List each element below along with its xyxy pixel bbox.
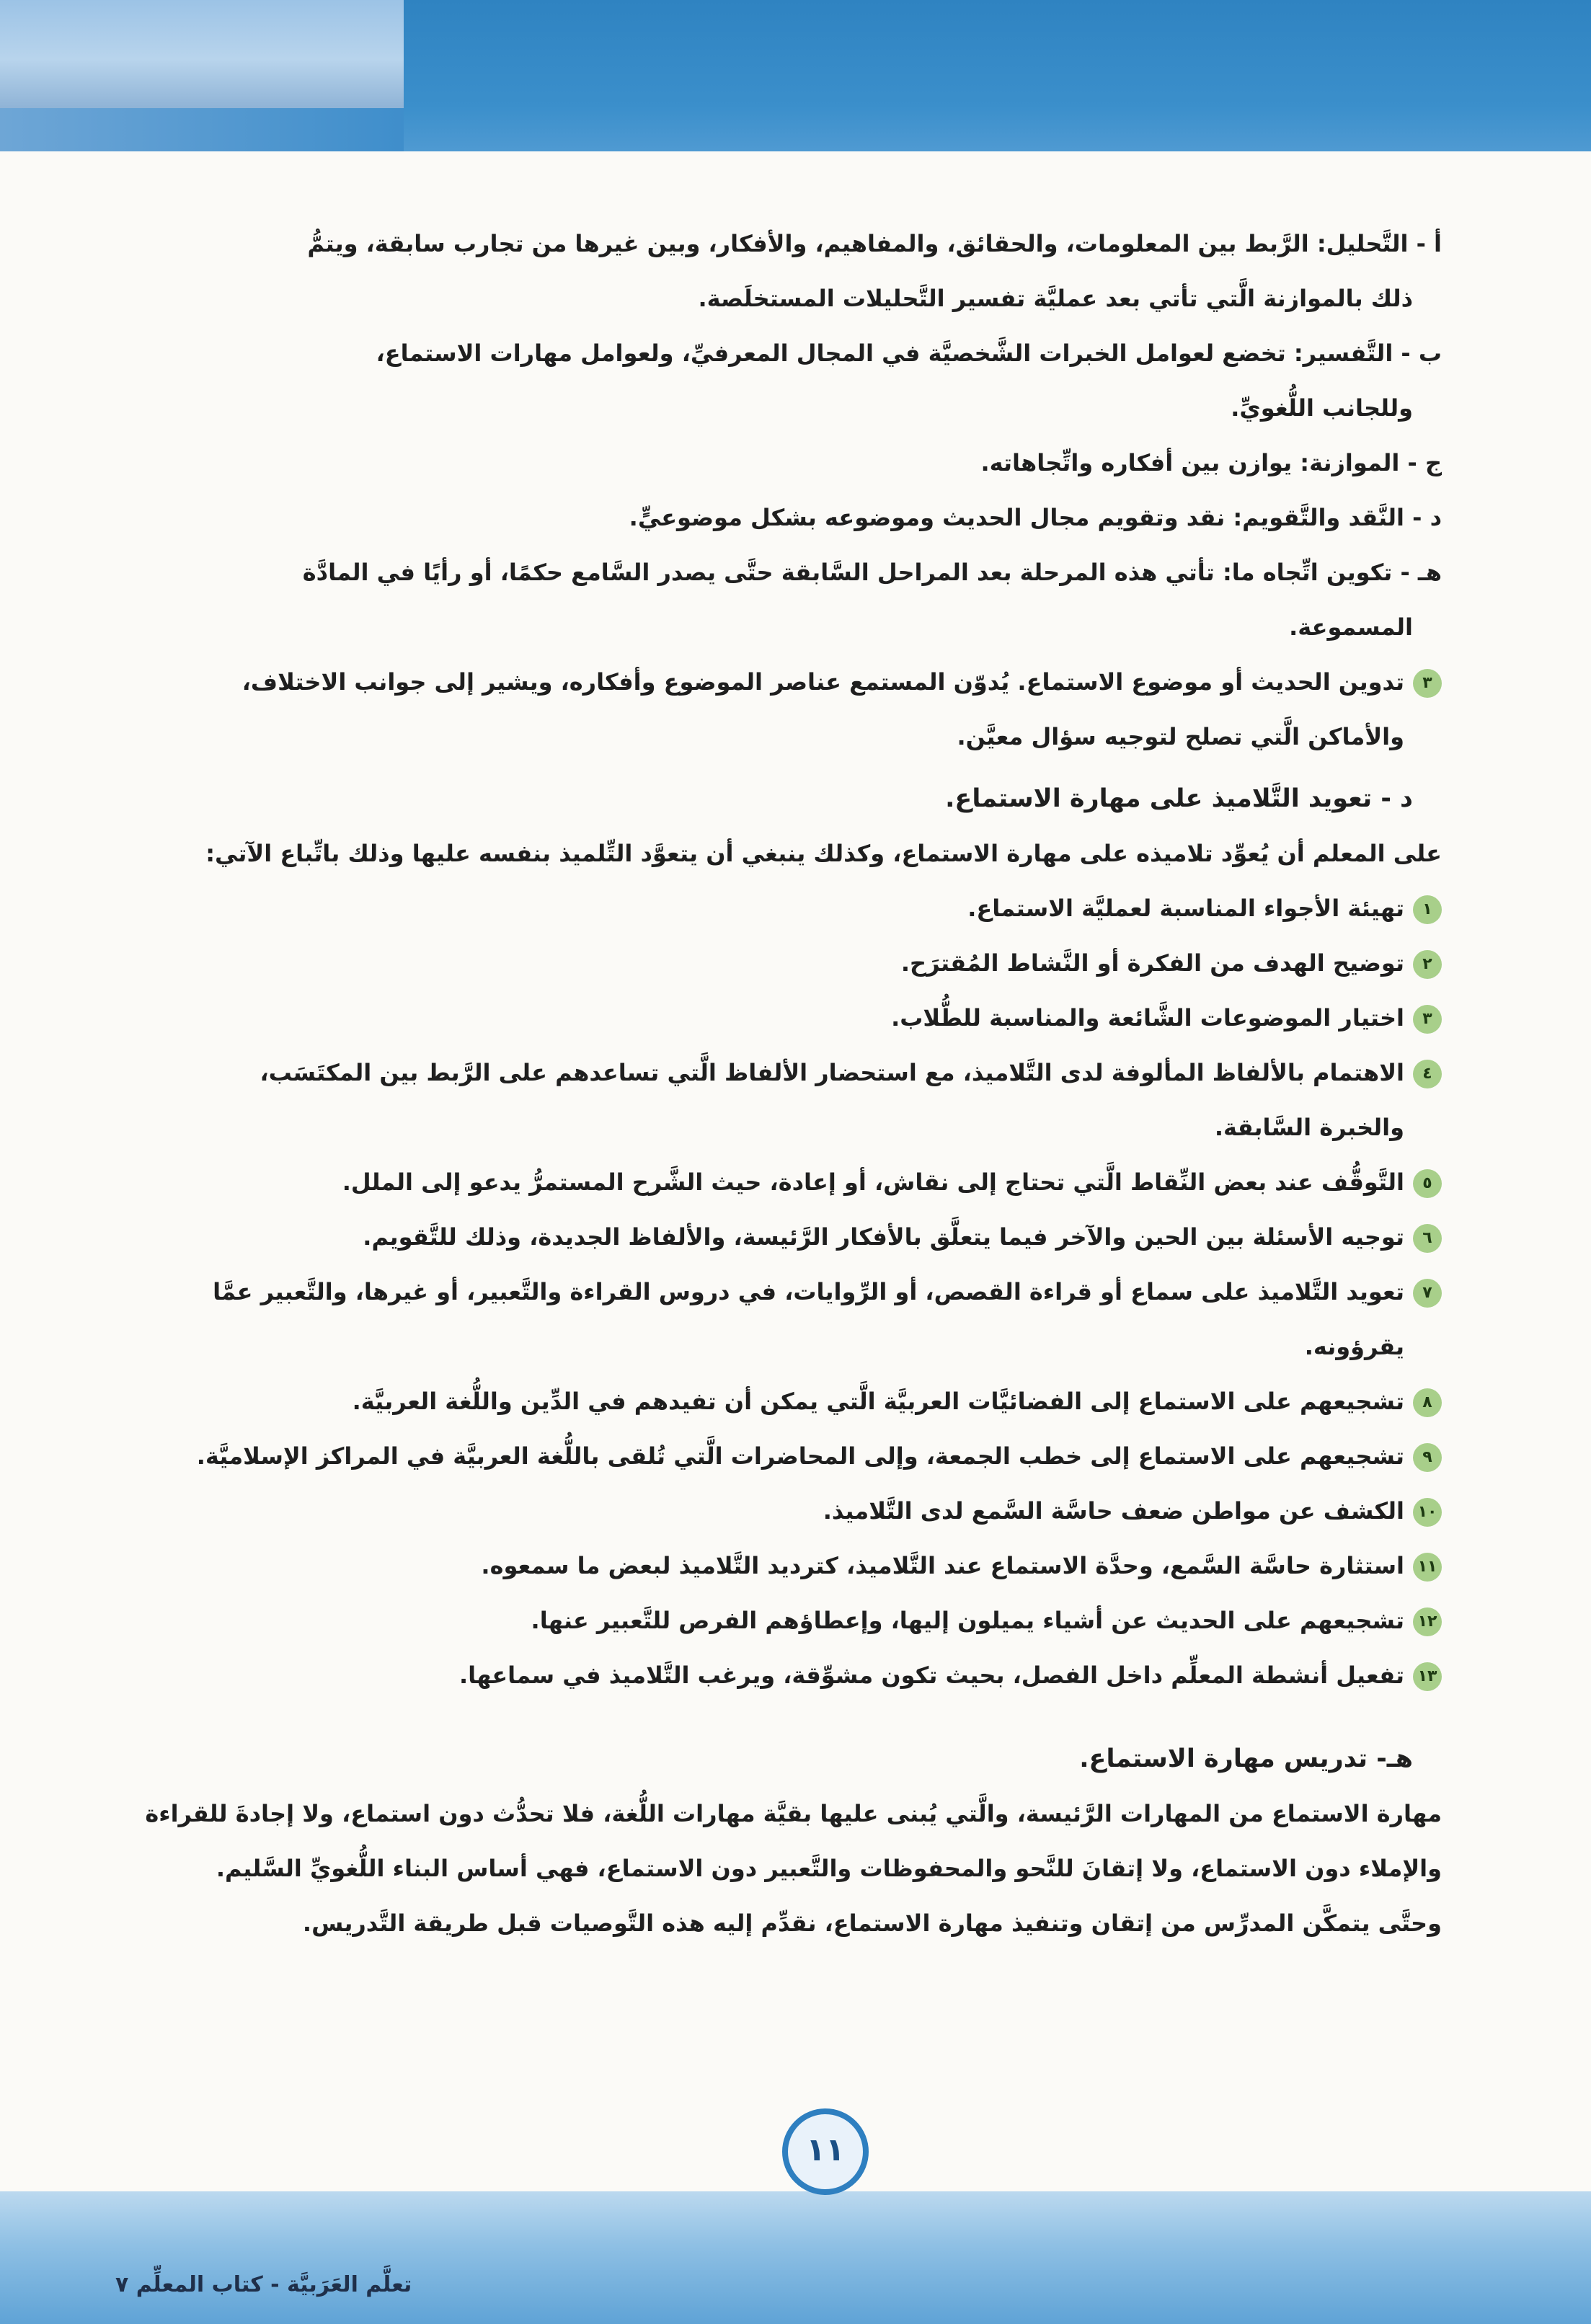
paragraph-a-line1: أ - التَّحليل: الرَّبط بين المعلومات، والحقائق، والمفاهيم، والأفكار، وبين غيرها من تجارب سابقة، ويتمُّ xyxy=(307,230,1442,257)
page-content xyxy=(108,216,1442,1951)
number-badge: ٥ xyxy=(1413,1169,1442,1198)
number-badge: ٣ xyxy=(1413,1005,1442,1034)
list-item xyxy=(108,1429,1442,1483)
number-badge: ١٠ xyxy=(1413,1498,1442,1527)
number-badge: ١٣ xyxy=(1413,1662,1442,1691)
list-item xyxy=(108,936,1442,990)
header-shade xyxy=(0,108,404,151)
number-badge: ٣ xyxy=(1413,669,1442,698)
number-badge: ٦ xyxy=(1413,1224,1442,1253)
list-item xyxy=(108,990,1442,1045)
number-badge: ٧ xyxy=(1413,1279,1442,1308)
number-badge: ٢ xyxy=(1413,950,1442,979)
number-badge: ١ xyxy=(1413,895,1442,924)
paragraph-a-line2: ذلك بالموازنة الَّتي تأتي بعد عمليَّة تفسير التَّحليلات المستخلَصة. xyxy=(698,285,1413,312)
section-d-list xyxy=(108,881,1442,1703)
number-badge: ٤ xyxy=(1413,1060,1442,1088)
number-badge: ١٢ xyxy=(1413,1607,1442,1636)
section-d-intro: على المعلم أن يُعوِّد تلاميذه على مهارة الاستماع، وكذلك ينبغي أن يتعوَّد التِّلميذ بنفسه عليها وذلك باتِّباع الآتي: xyxy=(205,840,1442,867)
header-photo xyxy=(0,0,404,108)
section-d-title: د - تعويد التَّلاميذ على مهارة الاستماع. xyxy=(945,784,1413,813)
section-h-title: هـ- تدريس مهارة الاستماع. xyxy=(1079,1744,1413,1773)
list-item-text: الكشف عن مواطن ضعف حاسَّة السَّمع لدى التَّلاميذ. xyxy=(823,1497,1404,1525)
list-item-text: التَّوقُّف عند بعض النِّقاط الَّتي تحتاج إلى نقاش، أو إعادة، حيث الشَّرح المستمرُّ يدعو إلى الملل. xyxy=(342,1168,1404,1196)
section-h-line2: والإملاء دون الاستماع، ولا إتقانَ للنَّحو والمحفوظات والتَّعبير دون الاستماع، فهي أساس البناء اللُّغويِّ السَّليم. xyxy=(216,1855,1442,1882)
list-item-text: تدوين الحديث أو موضوع الاستماع. يُدوّن المستمع عناصر الموضوع وأفكاره، ويشير إلى جوانب الاختلاف، xyxy=(241,668,1404,696)
section-h-line1: مهارة الاستماع من المهارات الرَّئيسة، والَّتي يُبنى عليها بقيَّة مهارات اللُّغة، فلا تحدُّث دون استماع، ولا إجادةَ للقراءة xyxy=(145,1800,1442,1827)
list-item-text: توضيح الهدف من الفكرة أو النَّشاط المُقترَح. xyxy=(900,949,1404,977)
list-item xyxy=(108,1648,1442,1703)
list-item-3 xyxy=(108,655,1442,709)
list-item-text: تعويد التَّلاميذ على سماع أو قراءة القصص، أو الرِّوايات، في دروس القراءة والتَّعبير، أو غيرها، والتَّعبير عمَّا xyxy=(213,1278,1404,1305)
list-item-text: تشجيعهم على الاستماع إلى الفضائيَّات العربيَّة الَّتي يمكن أن تفيدهم في الدِّين واللُّغة العربيَّة. xyxy=(352,1388,1404,1415)
list-item xyxy=(108,1593,1442,1648)
bottom-decorative-band xyxy=(0,2191,1591,2324)
list-item-3-continuation: والأماكن الَّتي تصلح لتوجيه سؤال معيَّن. xyxy=(957,723,1404,750)
number-badge: ١١ xyxy=(1413,1553,1442,1582)
list-item xyxy=(108,1045,1442,1100)
paragraph-c: ج - الموازنة: يوازن بين أفكاره واتِّجاهاته. xyxy=(980,449,1442,476)
paragraph-h-line2: المسموعة. xyxy=(1289,613,1413,641)
paragraph-b-line2: وللجانب اللُّغويِّ. xyxy=(1231,394,1413,422)
list-item-text: تشجيعهم على الحديث عن أشياء يميلون إليها، وإعطاؤهم الفرص للتَّعبير عنها. xyxy=(531,1607,1404,1634)
list-item xyxy=(108,1210,1442,1264)
section-h-line3: وحتَّى يتمكَّن المدرِّس من إتقان وتنفيذ مهارة الاستماع، نقدِّم إليه هذه التَّوصيات قبل طريقة التَّدريس. xyxy=(302,1910,1442,1937)
list-item-text: الاهتمام بالألفاظ المألوفة لدى التَّلاميذ، مع استحضار الألفاظ الَّتي تساعدهم على الرَّبط بين المكتَسَب، xyxy=(260,1059,1404,1086)
list-item xyxy=(108,881,1442,936)
paragraph-h-line1: هـ - تكوين اتِّجاه ما: تأتي هذه المرحلة بعد المراحل السَّابقة حتَّى يصدر السَّامع حكمًا، أو رأيًا في المادَّة xyxy=(302,559,1442,586)
list-item-continuation: يقرؤونه. xyxy=(1304,1333,1404,1360)
list-item-text: تفعيل أنشطة المعلِّم داخل الفصل، بحيث تكون مشوِّقة، ويرغب التَّلاميذ في سماعها. xyxy=(459,1662,1404,1689)
book-title: تعلَّم العَرَبيَّة - كتاب المعلِّم ٧ xyxy=(115,2272,412,2297)
paragraph-b-line1: ب - التَّفسير: تخضع لعوامل الخبرات الشَّخصيَّة في المجال المعرفيِّ، ولعوامل مهارات الاستماع، xyxy=(376,340,1442,367)
number-badge: ٩ xyxy=(1413,1443,1442,1472)
list-item-text: تشجيعهم على الاستماع إلى خطب الجمعة، وإلى المحاضرات الَّتي تُلقى باللُّغة العربيَّة في المراكز الإسلاميَّة. xyxy=(196,1442,1404,1470)
list-item xyxy=(108,1155,1442,1210)
page-number: ١١ xyxy=(782,2108,869,2195)
list-item xyxy=(108,1538,1442,1593)
list-item-text: تهيئة الأجواء المناسبة لعمليَّة الاستماع. xyxy=(967,895,1404,922)
list-item-text: استثارة حاسَّة السَّمع، وحدَّة الاستماع عند التَّلاميذ، كترديد التَّلاميذ لبعض ما سمعوه. xyxy=(481,1552,1404,1579)
list-item-continuation: والخبرة السَّابقة. xyxy=(1214,1114,1404,1141)
list-item xyxy=(108,1483,1442,1538)
number-badge: ٨ xyxy=(1413,1388,1442,1417)
list-item xyxy=(108,1264,1442,1319)
list-item xyxy=(108,1374,1442,1429)
paragraph-d: د - النَّقد والتَّقويم: نقد وتقويم مجال الحديث وموضوعه بشكل موضوعيٍّ. xyxy=(629,504,1442,531)
list-item-text: توجيه الأسئلة بين الحين والآخر فيما يتعلَّق بالأفكار الرَّئيسة، والألفاظ الجديدة، وذلك للتَّقويم. xyxy=(363,1223,1404,1251)
list-item-text: اختيار الموضوعات الشَّائعة والمناسبة للطُّلاب. xyxy=(891,1004,1404,1032)
